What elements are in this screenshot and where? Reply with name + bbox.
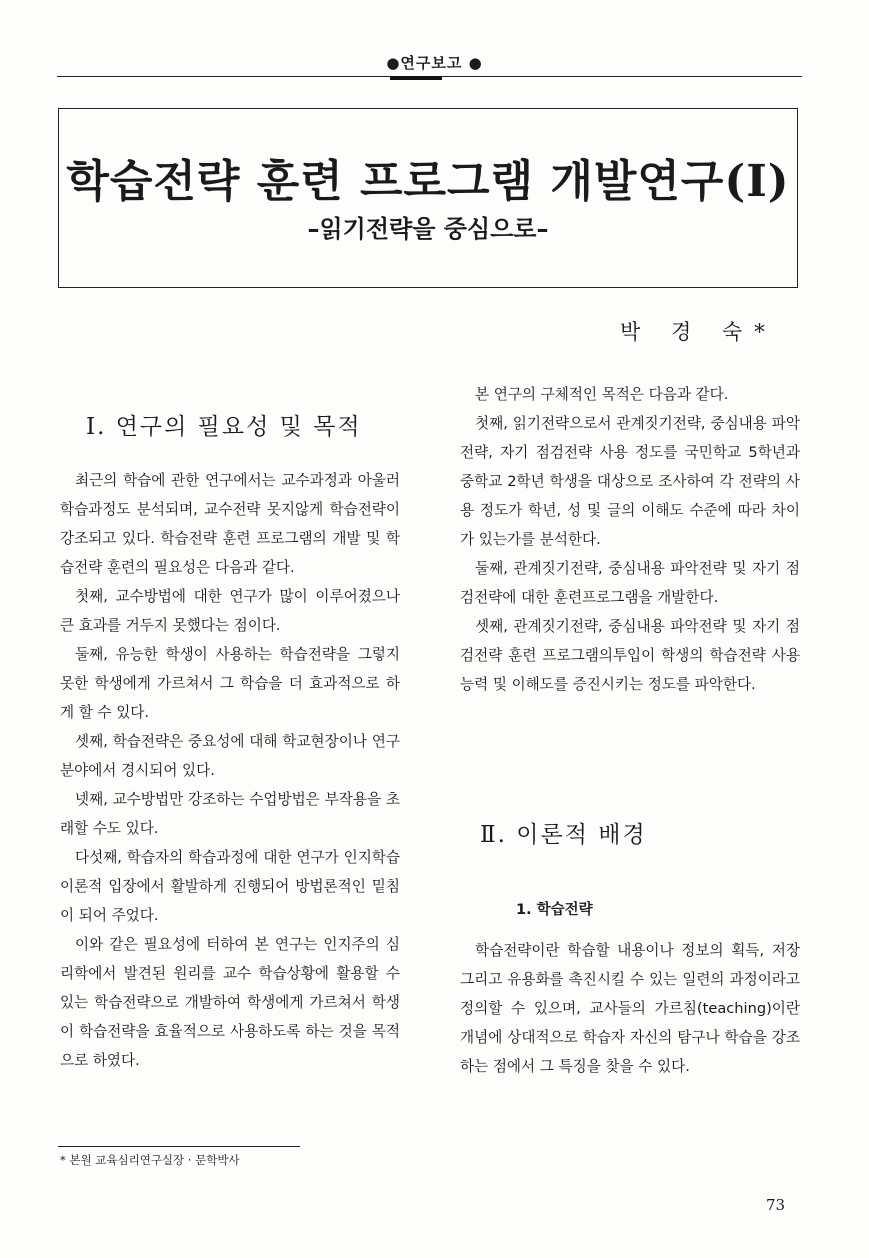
section-tag: ●연구보고 ● — [386, 54, 483, 72]
footnote-rule — [58, 1146, 300, 1147]
author-name: 박 경 숙* — [620, 320, 777, 344]
title-box — [58, 108, 798, 288]
paragraph: 첫째, 교수방법에 대한 연구가 많이 이루어졌으나 큰 효과를 거두지 못했다는 점이다. — [60, 588, 400, 634]
paragraph: 학습전략이란 학습할 내용이나 정보의 획득, 저장 그리고 유용화를 촉진시킬 수 있는 일련의 과정이라고 정의할 수 있으며, 교사들의 가르침(teaching)이란 개념에 상대적으로 학습자 자신의 탐구나 학습을 강조하는 점에서 그 특징을 찾을 수 있다. — [460, 942, 800, 1075]
left-column — [60, 466, 400, 1075]
right-column-theory — [460, 936, 800, 1081]
paragraph: 첫째, 읽기전략으로서 관계짓기전략, 중심내용 파악전략, 자기 점검전략 사용 정도를 국민학교 5학년과 중학교 2학년 학생을 대상으로 조사하여 각 전략의 사용 정도가 학년, 성 및 글의 이해도 수준에 따라 차이가 있는가를 분석한다. — [460, 415, 800, 548]
paragraph: 최근의 학습에 관한 연구에서는 교수과정과 아울러 학습과정도 분석되며, 교수전략 못지않게 학습전략이 강조되고 있다. 학습전략 훈련 프로그램의 개발 및 학습전략 훈련의 필요성은 다음과 같다. — [60, 472, 400, 576]
page-number: 73 — [766, 1196, 786, 1214]
paragraph: 다섯째, 학습자의 학습과정에 대한 연구가 인지학습 이론적 입장에서 활발하게 진행되어 방법론적인 밑침이 되어 주었다. — [60, 849, 400, 924]
section-heading-1: Ⅰ. 연구의 필요성 및 목적 — [86, 414, 362, 440]
paragraph: 셋째, 학습전략은 중요성에 대해 학교현장이나 연구분야에서 경시되어 있다. — [60, 733, 400, 779]
header-rule-accent — [390, 76, 442, 80]
paragraph: 둘째, 유능한 학생이 사용하는 학습전략을 그렇지 못한 학생에게 가르쳐서 그 학습을 더 효과적으로 하게 할 수 있다. — [60, 646, 400, 721]
article-subtitle: –읽기전략을 중심으로– — [307, 215, 549, 243]
paragraph: 이와 같은 필요성에 터하여 본 연구는 인지주의 심리학에서 발견된 원리를 교수 학습상황에 활용할 수 있는 학습전략으로 개발하여 학생에게 가르쳐서 학생이 학습전략을 효율적으로 사용하도록 하는 것을 목적으로 하였다. — [60, 936, 400, 1069]
footnote: * 본원 교육심리연구실장 · 문학박사 — [60, 1153, 240, 1167]
section-heading-2: Ⅱ. 이론적 배경 — [480, 822, 647, 848]
paragraph: 넷째, 교수방법만 강조하는 수업방법은 부작용을 초래할 수도 있다. — [60, 791, 400, 837]
article-title: 학습전략 훈련 프로그램 개발연구(Ⅰ) — [66, 156, 790, 207]
right-column-intro — [460, 380, 800, 699]
paragraph: 둘째, 관계짓기전략, 중심내용 파악전략 및 자기 점검전략에 대한 훈련프로그램을 개발한다. — [460, 560, 800, 606]
paragraph: 셋째, 관계짓기전략, 중심내용 파악전략 및 자기 점검전략 훈련 프로그램의투입이 학생의 학습전략 사용 능력 및 이해도를 증진시키는 정도를 파악한다. — [460, 618, 800, 693]
paragraph: 본 연구의 구체적인 목적은 다음과 같다. — [475, 386, 729, 403]
subsection-heading: 1. 학습전략 — [516, 902, 593, 918]
